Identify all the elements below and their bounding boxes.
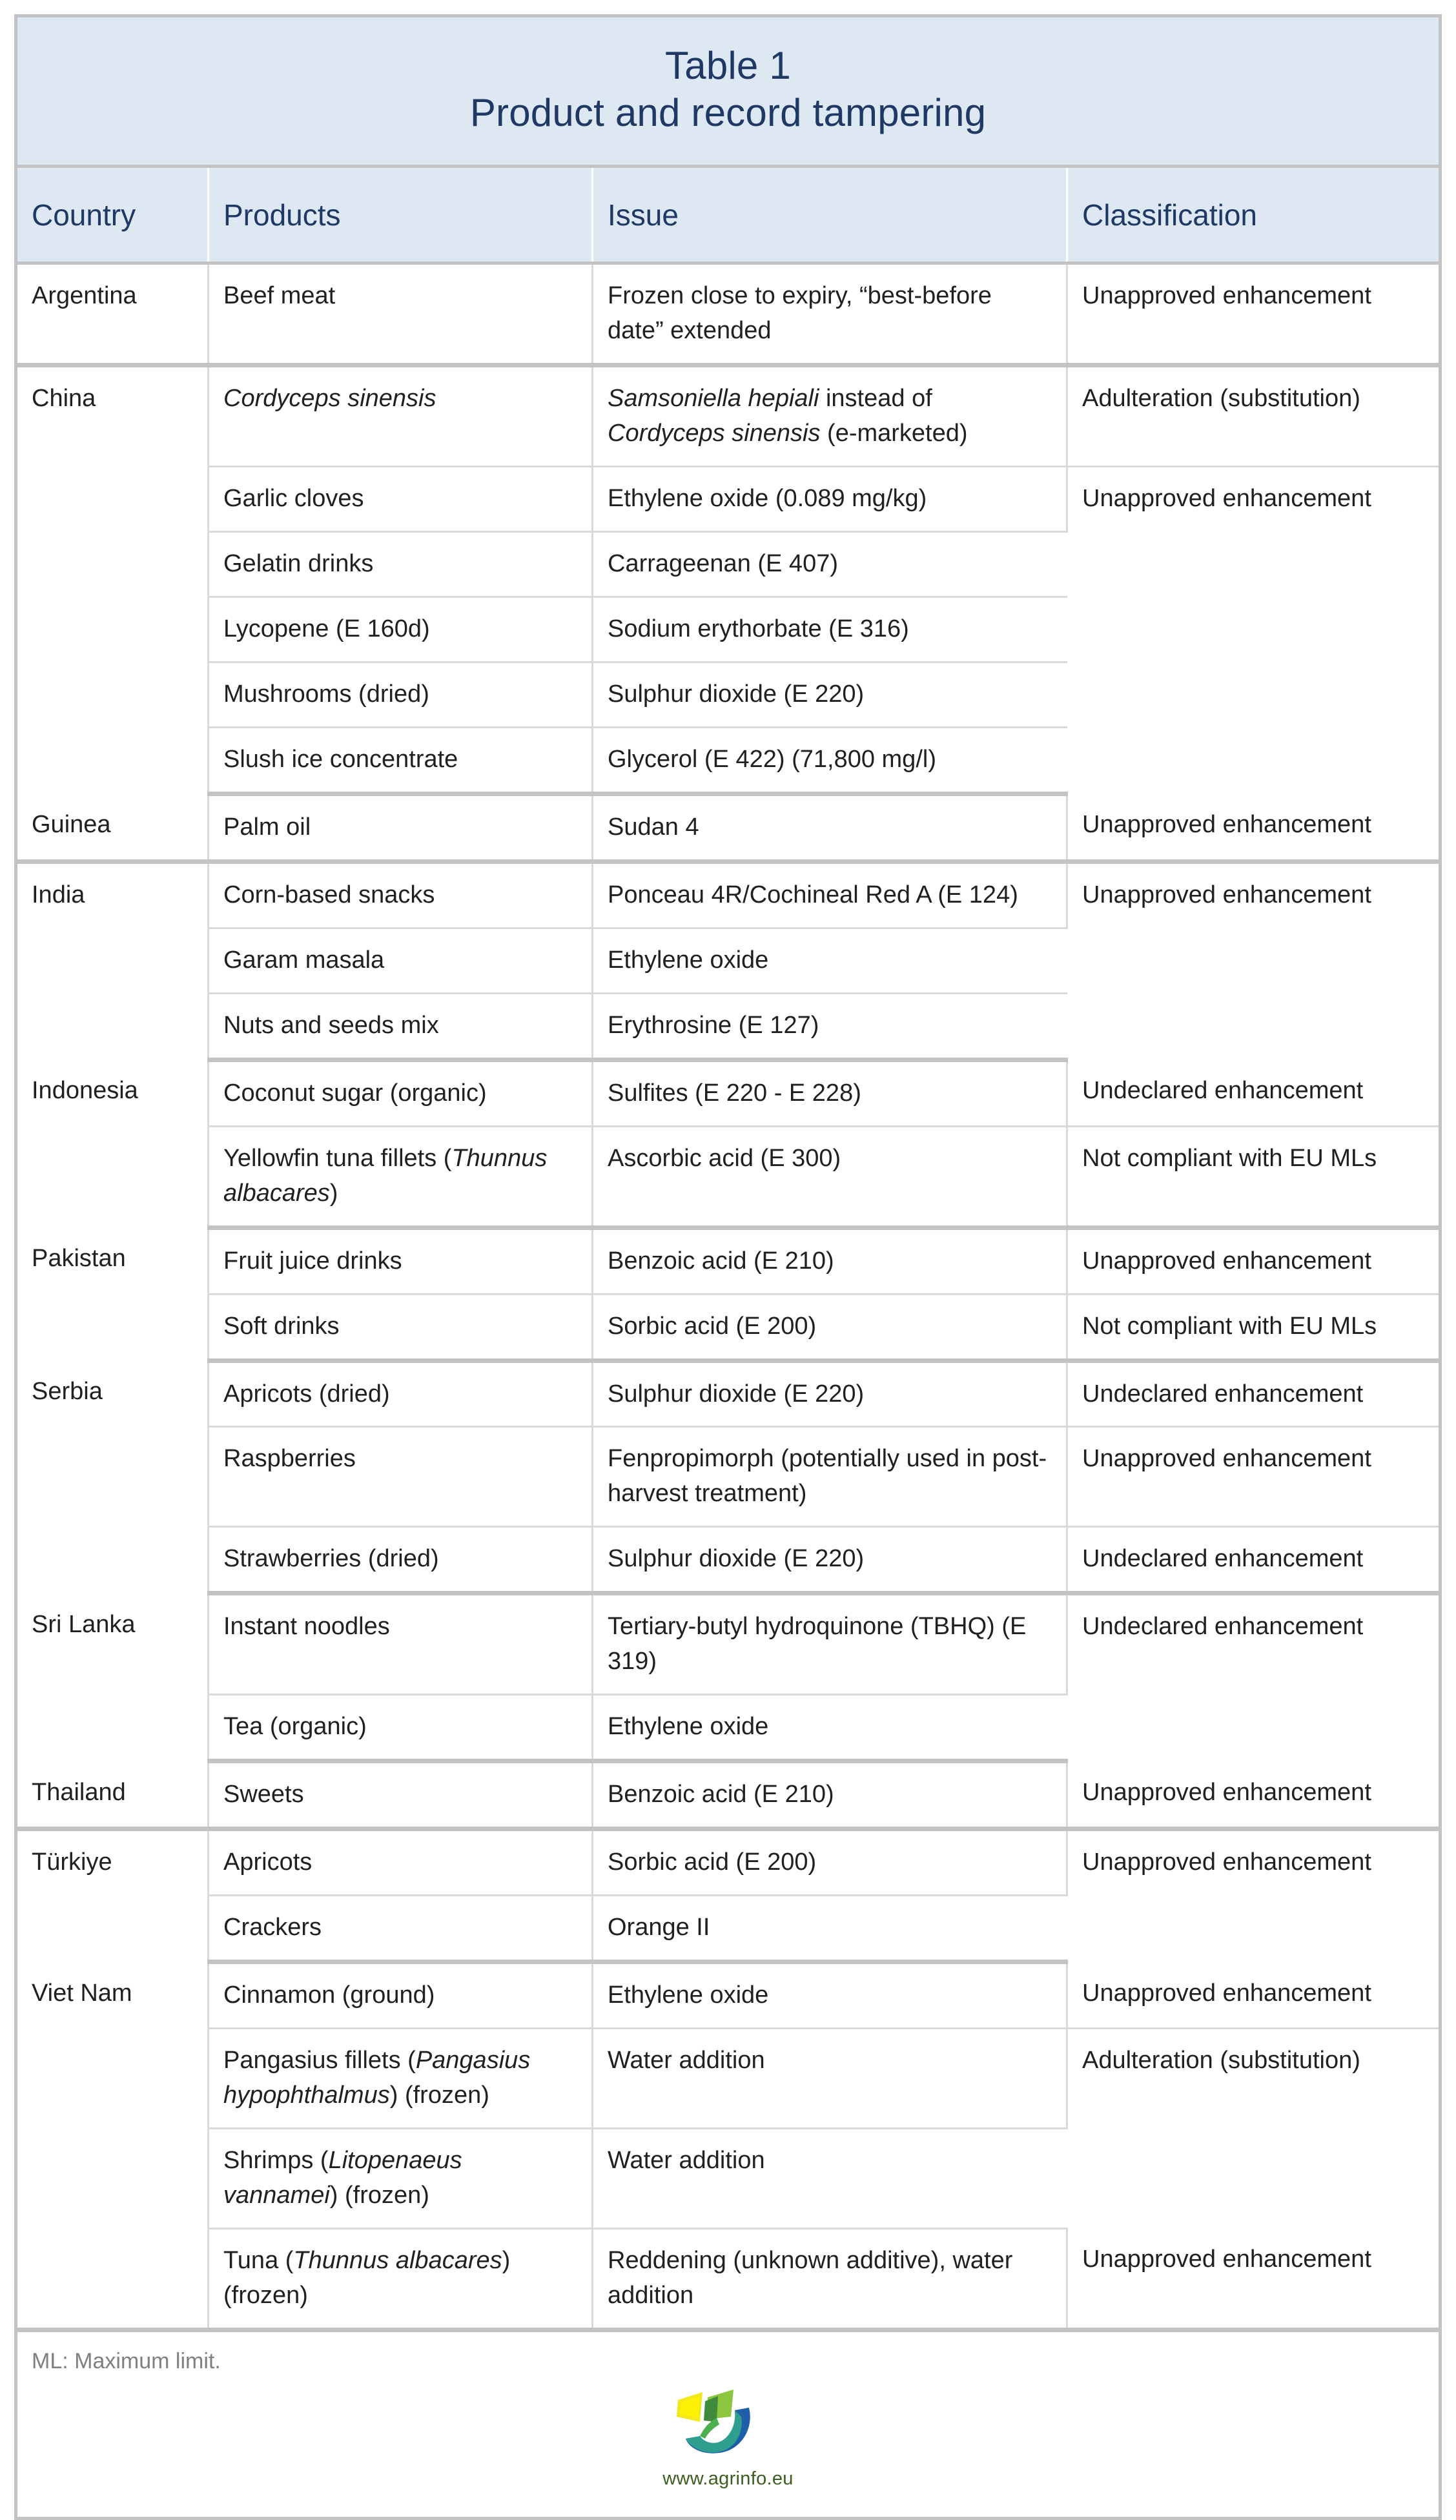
cell-classification: Unapproved enhancement (1067, 1962, 1441, 2029)
table-row (16, 1126, 1441, 1227)
product-tampering-table (14, 14, 1442, 2520)
table-row (16, 1527, 1441, 1593)
table-header-row (16, 167, 1441, 263)
table-row (16, 1761, 1441, 1829)
cell-country: China (16, 365, 209, 794)
cell-product: Shrimps (Litopenaeus vannamei) (frozen) (209, 2128, 593, 2228)
cell-classification: Unapproved enhancement (1067, 1427, 1441, 1527)
cell-product: Garlic cloves (209, 467, 593, 532)
agrinfo-logo-icon (672, 2388, 784, 2466)
cell-product: Apricots (dried) (209, 1360, 593, 1427)
cell-product: Garam masala (209, 928, 593, 993)
cell-classification: Not compliant with EU MLs (1067, 1294, 1441, 1360)
cell-issue: Erythrosine (E 127) (593, 993, 1067, 1060)
cell-classification: Undeclared enhancement (1067, 1060, 1441, 1126)
cell-issue: Sudan 4 (593, 794, 1067, 861)
cell-product: Coconut sugar (organic) (209, 1060, 593, 1126)
cell-product: Pangasius fillets (Pangasius hypophthalmus) (frozen) (209, 2029, 593, 2129)
cell-issue: Tertiary-butyl hydroquinone (TBHQ) (E 319) (593, 1593, 1067, 1695)
cell-country: Viet Nam (16, 1962, 209, 2330)
table-row (16, 861, 1441, 928)
table-title-row (16, 16, 1441, 167)
cell-classification: Not compliant with EU MLs (1067, 1126, 1441, 1227)
table-row (16, 1294, 1441, 1360)
cell-issue: Sorbic acid (E 200) (593, 1294, 1067, 1360)
cell-product: Beef meat (209, 263, 593, 365)
cell-product: Slush ice concentrate (209, 728, 593, 794)
cell-issue: Samsoniella hepiali instead of Cordyceps sinensis (e-marketed) (593, 365, 1067, 467)
cell-product: Fruit juice drinks (209, 1227, 593, 1294)
cell-country: India (16, 861, 209, 1060)
cell-country: Serbia (16, 1360, 209, 1593)
cell-issue: Water addition (593, 2029, 1067, 2129)
cell-product: Crackers (209, 1896, 593, 1962)
cell-classification: Unapproved enhancement (1067, 263, 1441, 365)
cell-country: Sri Lanka (16, 1593, 209, 1761)
cell-classification: Undeclared enhancement (1067, 1527, 1441, 1593)
cell-product: Yellowfin tuna fillets (Thunnus albacares) (209, 1126, 593, 1227)
table-number: Table 1 (665, 44, 791, 87)
cell-product: Lycopene (E 160d) (209, 597, 593, 662)
table-title-cell (16, 16, 1441, 167)
cell-classification: Unapproved enhancement (1067, 2228, 1441, 2330)
cell-product: Tea (organic) (209, 1695, 593, 1761)
table-row (16, 467, 1441, 532)
cell-product: Nuts and seeds mix (209, 993, 593, 1060)
cell-classification: Unapproved enhancement (1067, 1761, 1441, 1829)
table-row (16, 1227, 1441, 1294)
cell-classification: Unapproved enhancement (1067, 861, 1441, 1060)
cell-issue: Glycerol (E 422) (71,800 mg/l) (593, 728, 1067, 794)
cell-issue: Ponceau 4R/Cochineal Red A (E 124) (593, 861, 1067, 928)
cell-country: Argentina (16, 263, 209, 365)
cell-issue: Reddening (unknown additive), water addition (593, 2228, 1067, 2330)
cell-country: Pakistan (16, 1227, 209, 1360)
column-header-classification: Classification (1067, 167, 1441, 263)
table-row (16, 1962, 1441, 2029)
cell-product: Corn-based snacks (209, 861, 593, 928)
cell-issue: Sulphur dioxide (E 220) (593, 662, 1067, 728)
cell-issue: Ethylene oxide (593, 1962, 1067, 2029)
page-title: Product and record tampering (469, 91, 987, 135)
cell-issue: Sorbic acid (E 200) (593, 1829, 1067, 1896)
cell-product: Tuna (Thunnus albacares) (frozen) (209, 2228, 593, 2330)
table-row (16, 2228, 1441, 2330)
cell-classification: Unapproved enhancement (1067, 794, 1441, 861)
cell-issue: Fenpropimorph (potentially used in post-harvest treatment) (593, 1427, 1067, 1527)
cell-product: Palm oil (209, 794, 593, 861)
table-row (16, 2029, 1441, 2129)
cell-issue: Sulfites (E 220 - E 228) (593, 1060, 1067, 1126)
column-header-products: Products (209, 167, 593, 263)
cell-product: Mushrooms (dried) (209, 662, 593, 728)
cell-classification: Undeclared enhancement (1067, 1593, 1441, 1761)
cell-country: Indonesia (16, 1060, 209, 1227)
cell-issue: Carrageenan (E 407) (593, 532, 1067, 597)
cell-issue: Sulphur dioxide (E 220) (593, 1527, 1067, 1593)
cell-product: Instant noodles (209, 1593, 593, 1695)
cell-product: Apricots (209, 1829, 593, 1896)
cell-classification: Undeclared enhancement (1067, 1360, 1441, 1427)
agrinfo-logo (32, 2374, 1424, 2512)
cell-issue: Water addition (593, 2128, 1067, 2228)
cell-classification: Unapproved enhancement (1067, 467, 1441, 794)
table-row (16, 1593, 1441, 1695)
cell-issue: Ascorbic acid (E 300) (593, 1126, 1067, 1227)
cell-product: Cinnamon (ground) (209, 1962, 593, 2029)
cell-classification: Adulteration (substitution) (1067, 365, 1441, 467)
cell-country: Guinea (16, 794, 209, 861)
table-footer-cell (16, 2330, 1441, 2518)
table-footer-row (16, 2330, 1441, 2518)
table-row (16, 263, 1441, 365)
table-row (16, 1427, 1441, 1527)
cell-classification: Unapproved enhancement (1067, 1227, 1441, 1294)
cell-classification: Adulteration (substitution) (1067, 2029, 1441, 2229)
cell-issue: Benzoic acid (E 210) (593, 1761, 1067, 1829)
column-header-country: Country (16, 167, 209, 263)
table-row (16, 794, 1441, 861)
footnote-text: ML: Maximum limit. (32, 2348, 221, 2373)
cell-issue: Sulphur dioxide (E 220) (593, 1360, 1067, 1427)
cell-country: Thailand (16, 1761, 209, 1829)
cell-product: Soft drinks (209, 1294, 593, 1360)
cell-issue: Ethylene oxide (593, 928, 1067, 993)
cell-product: Cordyceps sinensis (209, 365, 593, 467)
column-header-issue: Issue (593, 167, 1067, 263)
cell-country: Türkiye (16, 1829, 209, 1962)
cell-issue: Sodium erythorbate (E 316) (593, 597, 1067, 662)
cell-issue: Frozen close to expiry, “best-before date” extended (593, 263, 1067, 365)
table-row (16, 1829, 1441, 1896)
agrinfo-url[interactable]: www.agrinfo.eu (662, 2468, 794, 2489)
table-row (16, 1060, 1441, 1126)
cell-classification: Unapproved enhancement (1067, 1829, 1441, 1962)
table-row (16, 365, 1441, 467)
cell-product: Raspberries (209, 1427, 593, 1527)
cell-issue: Benzoic acid (E 210) (593, 1227, 1067, 1294)
cell-product: Sweets (209, 1761, 593, 1829)
cell-product: Strawberries (dried) (209, 1527, 593, 1593)
cell-issue: Ethylene oxide (0.089 mg/kg) (593, 467, 1067, 532)
cell-issue: Orange II (593, 1896, 1067, 1962)
cell-issue: Ethylene oxide (593, 1695, 1067, 1761)
cell-product: Gelatin drinks (209, 532, 593, 597)
table-row (16, 1360, 1441, 1427)
